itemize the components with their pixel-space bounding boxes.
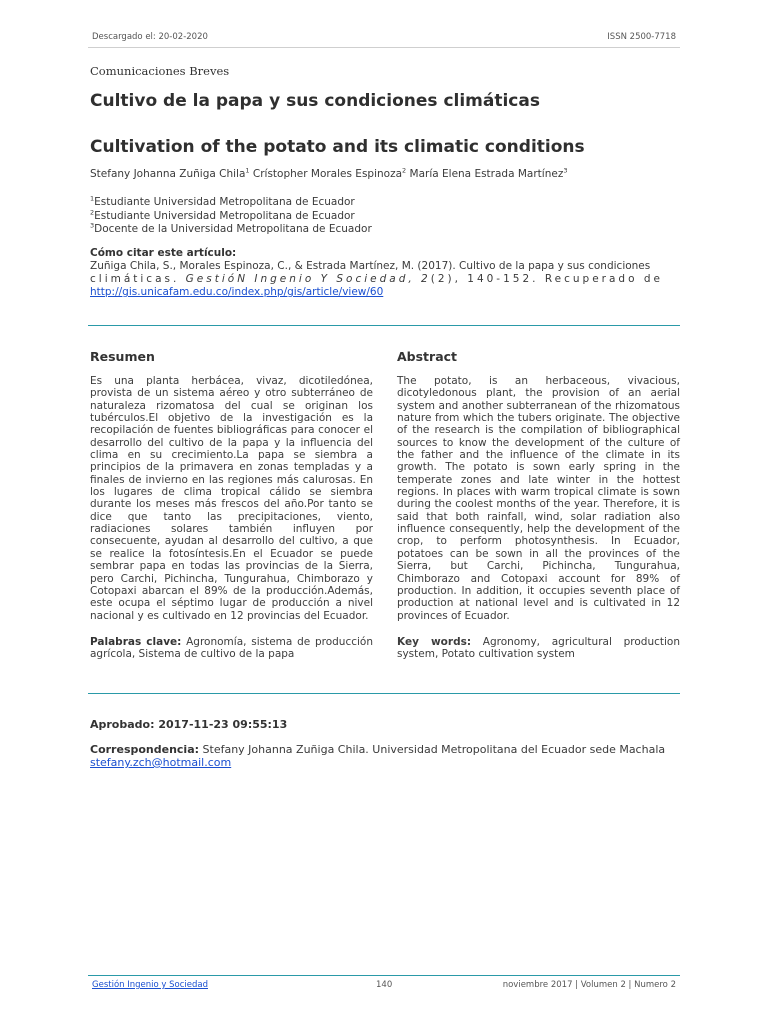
citation-body bbox=[90, 260, 680, 299]
author-name: Crístopher Morales Espinoza bbox=[252, 168, 403, 180]
resumen-heading: Resumen bbox=[90, 349, 155, 364]
affiliation-list bbox=[90, 196, 372, 237]
abstract-column bbox=[397, 375, 680, 661]
title-spanish: Cultivo de la papa y sus condiciones climáticas bbox=[90, 91, 540, 111]
affiliation bbox=[90, 210, 372, 224]
correspondence-label: Correspondencia: bbox=[90, 743, 200, 756]
correspondence bbox=[90, 743, 680, 769]
approval-date: Aprobado: 2017-11-23 09:55:13 bbox=[90, 718, 288, 731]
citation-text: climáticas. bbox=[90, 273, 186, 285]
author-name: Stefany Johanna Zuñiga Chila bbox=[90, 168, 246, 180]
affiliation-text: Docente de la Universidad Metropolitana de Ecuador bbox=[94, 223, 372, 235]
title-english: Cultivation of the potato and its climatic conditions bbox=[90, 137, 585, 157]
keywords-text: Agronomía, sistema de producción agrícola, Sistema de cultivo de la papa bbox=[90, 635, 373, 661]
author-affiliation-number: 1 bbox=[245, 166, 250, 175]
affiliation bbox=[90, 196, 372, 210]
section-type: Comunicaciones Breves bbox=[90, 64, 230, 78]
affiliation-text: Estudiante Universidad Metropolitana de Ecuador bbox=[94, 196, 355, 208]
journal-link[interactable]: Gestión Ingenio y Sociedad bbox=[92, 980, 208, 990]
palabras-clave bbox=[90, 636, 373, 661]
citation-line bbox=[90, 273, 680, 286]
affiliation-text: Estudiante Universidad Metropolitana de Ecuador bbox=[94, 209, 355, 222]
citation-heading: Cómo citar este artículo: bbox=[90, 247, 237, 259]
correspondence-text: Stefany Johanna Zuñiga Chila. Universidad Metropolitana del Ecuador sede Machala bbox=[199, 743, 666, 756]
resumen-text: Es una planta herbácea, vivaz, dicotiledónea, provista de un sistema aéreo y otro subterráneo de naturaleza rizomatosa del cual se originan los tubérculos.El objetivo de la investigación es la recopilación de fuentes bibliográficas para conocer el desarrollo del cultivo de la papa y la influencia del clima en su crecimiento.La papa se siembra a principios de la primavera en zonas templadas y a finales de invierno en las regiones más calurosas. En los lugares de clima tropical cálido se siembra durante los meses más frescos del año.Por tanto se dice que tanto las precipitaciones, viento, radiaciones solares también influyen por consecuente, ayudan al desarrollo del cultivo, a que se realice la fotosíntesis.En el Ecuador se puede sembrar papa en todas las provincias de la Sierra, pero Carchi, Pichincha, Tungurahua, Chimborazo y Cotopaxi abarcan el 89% de la producción.Además, este ocupa el séptimo lugar de producción a nivel nacional y es cultivado en 12 provincias del Ecuador. bbox=[90, 375, 373, 622]
keywords-label: Palabras clave: bbox=[90, 635, 182, 648]
email-link[interactable]: stefany.zch@hotmail.com bbox=[90, 756, 232, 769]
download-date: Descargado el: 20-02-2020 bbox=[92, 32, 208, 42]
header-divider bbox=[88, 47, 680, 48]
article-url-link[interactable]: http://gis.unicafam.edu.co/index.php/gis/article/view/60 bbox=[90, 286, 384, 298]
resumen-column bbox=[90, 375, 373, 661]
section-divider bbox=[88, 325, 680, 326]
author-name: María Elena Estrada Martínez bbox=[409, 168, 564, 180]
affiliation-number: 2 bbox=[90, 208, 95, 216]
author-list bbox=[90, 168, 567, 180]
author-affiliation-number: 2 bbox=[402, 166, 407, 175]
keywords-label: Key words: bbox=[397, 635, 472, 648]
abstract-heading: Abstract bbox=[397, 349, 458, 364]
abstract-text: The potato, is an herbaceous, vivacious, dicotyledonous plant, the provision of an aerial system and another subterranean of the rhizomatous nature from which the tubers originate. The objective of the research is the compilation of bibliographical sources to know the development of the culture of the father and the influence of the climate in its growth. The potato is sown early spring in the temperate zones and late winter in the hottest regions. In places with warm tropical climate is sown during the coolest months of the year. Therefore, it is said that both rainfall, wind, solar radiation also influence consequently, help the development of the crop, to perform photosynthesis. In Ecuador, potatoes can be sown in all the provinces of the Sierra, but Carchi, Pichincha, Tungurahua, Chimborazo and Cotopaxi account for 89% of production. In addition, it occupies seventh place of production at national level and is cultivated in 12 provinces of Ecuador. bbox=[397, 375, 680, 622]
section-divider bbox=[88, 693, 680, 694]
affiliation bbox=[90, 223, 372, 237]
keywords-text: Agronomy, agricultural production system, Potato cultivation system bbox=[397, 635, 680, 661]
footer-divider bbox=[88, 975, 680, 976]
citation-line: Zuñiga Chila, S., Morales Espinoza, C., & Estrada Martínez, M. (2017). Cultivo de la papa y sus condiciones bbox=[90, 260, 651, 272]
affiliation-number: 3 bbox=[90, 221, 95, 230]
journal-name: GestióN Ingenio Y Sociedad, 2 bbox=[185, 273, 431, 285]
author-affiliation-number: 3 bbox=[563, 166, 568, 175]
page-number: 140 bbox=[376, 980, 393, 990]
key-words bbox=[397, 636, 680, 661]
affiliation-number: 1 bbox=[90, 194, 95, 203]
citation-text: (2), 140-152. Recuperado de bbox=[430, 273, 663, 285]
issue-info: noviembre 2017 | Volumen 2 | Numero 2 bbox=[502, 980, 676, 990]
issn: ISSN 2500-7718 bbox=[607, 32, 676, 42]
